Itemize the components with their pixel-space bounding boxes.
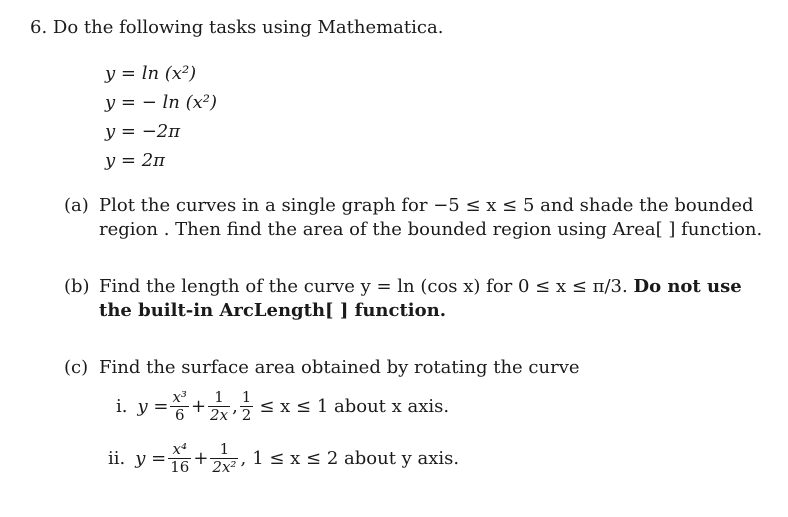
item-2-sep: ,: [240, 448, 247, 469]
item-1-fraction-2: $\frac{1}{2x}$: [210, 388, 229, 424]
part-a-line-2: region . Then find the area of the bounded region using Area[ ] function.: [99, 219, 763, 240]
item-1-sep: ,: [232, 396, 238, 417]
item-1-plus: +: [190, 396, 207, 417]
item-1-fraction-1: $\frac{\text{x³}}{6}$: [172, 388, 187, 424]
item-1-label: i.: [116, 396, 128, 417]
part-b-text: Find the length of the curve y = ln (cos x) for 0 ≤ x ≤ π/3.: [99, 276, 628, 297]
equation-4: y = 2π: [105, 150, 165, 171]
item-1-fraction-3: $\frac{1}{2}$: [241, 388, 252, 424]
item-2-fraction-1: $\frac{\text{x⁴}}{16}$: [170, 440, 190, 476]
item-2-plus: +: [193, 448, 209, 469]
part-c-item-2: [108, 441, 459, 476]
problem-heading: [30, 17, 443, 38]
item-2-label: ii.: [108, 448, 126, 469]
item-1-tail: ≤ x ≤ 1 about x axis.: [259, 396, 450, 417]
item-2-tail: 1 ≤ x ≤ 2 about y axis.: [252, 448, 460, 469]
part-b-label: (b): [64, 276, 90, 297]
problem-number: 6.: [30, 17, 48, 38]
part-a-label: (a): [64, 195, 89, 216]
item-1-lhs: y =: [137, 396, 169, 417]
part-b-line-1: [99, 276, 742, 297]
part-c-intro: Find the surface area obtained by rotating the curve: [99, 357, 580, 378]
part-c-item-1: [116, 389, 449, 424]
problem-intro: Do the following tasks using Mathematica.: [52, 17, 444, 38]
equation-2: y = − ln (x²): [105, 92, 217, 113]
part-b-warning: Do not use: [633, 276, 742, 297]
item-2-lhs: y =: [135, 448, 167, 469]
part-a-line-1: Plot the curves in a single graph for −5 ≤ x ≤ 5 and shade the bounded: [99, 195, 754, 216]
equation-3: y = −2π: [105, 121, 181, 142]
part-c-label: (c): [64, 357, 89, 378]
item-2-fraction-2: $\frac{1}{\text{2x²}}$: [212, 440, 237, 476]
part-b-line-2: the built-in ArcLength[ ] function.: [99, 300, 446, 321]
equation-1: y = ln (x²): [105, 63, 197, 84]
